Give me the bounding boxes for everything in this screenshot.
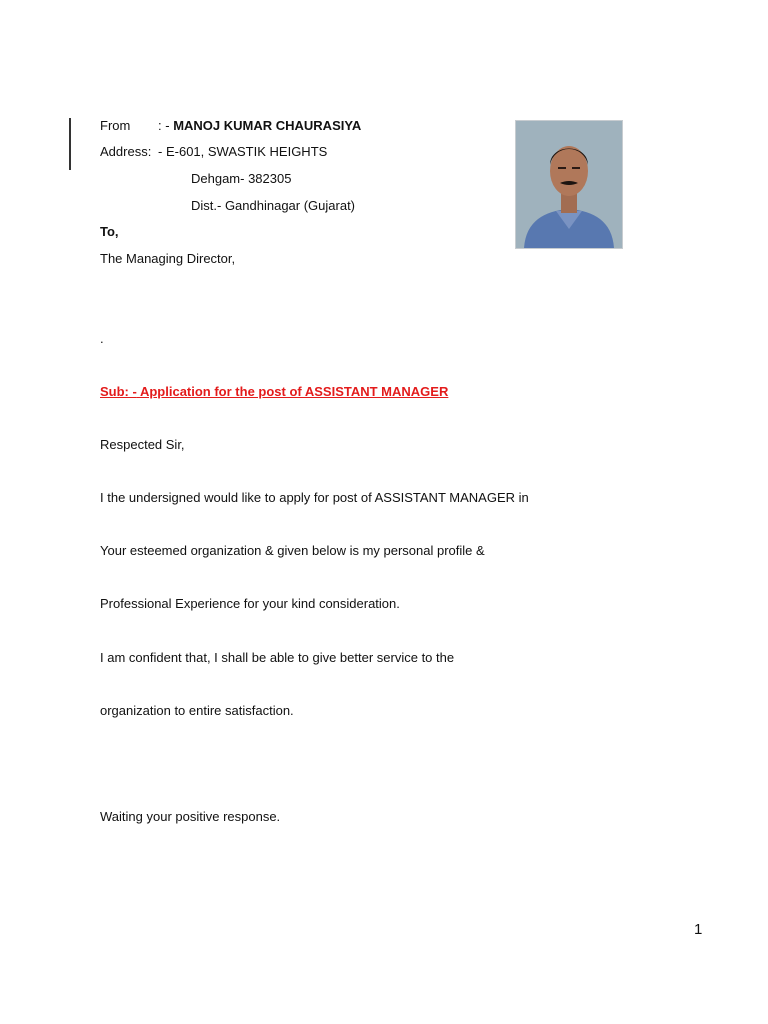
- margin-change-bar: [69, 118, 71, 170]
- address-line-3: Dist.- Gandhinagar (Gujarat): [191, 198, 356, 213]
- applicant-photo-icon: [516, 121, 622, 248]
- from-line: [100, 118, 361, 134]
- to-label: To,: [100, 224, 119, 239]
- salutation: Respected Sir,: [100, 437, 185, 452]
- page-number: 1: [694, 921, 703, 938]
- closing-line: Waiting your positive response.: [100, 809, 281, 824]
- body-line: I am confident that, I shall be able to give better service to the: [100, 650, 455, 665]
- address-separator: -: [158, 144, 163, 159]
- body-line: organization to entire satisfaction.: [100, 703, 294, 718]
- body-line: Professional Experience for your kind consideration.: [100, 596, 400, 611]
- body-line: Your esteemed organization & given below is my personal profile &: [100, 543, 485, 558]
- applicant-photo: [515, 120, 623, 249]
- subject-text: Application for the post of ASSISTANT MANAGER: [139, 384, 449, 399]
- address-label: Address:: [100, 144, 152, 159]
- from-label: From: [100, 118, 131, 133]
- address-line-1: [100, 144, 327, 160]
- recipient-title: The Managing Director,: [100, 251, 236, 266]
- placeholder-dot: .: [100, 331, 104, 346]
- sender-name: MANOJ KUMAR CHAURASIYA: [173, 118, 362, 133]
- from-separator: : -: [158, 118, 170, 133]
- subject-line: [100, 384, 466, 400]
- subject-prefix: Sub: -: [100, 384, 137, 399]
- address-line-2: Dehgam- 382305: [191, 171, 292, 186]
- body-line: I the undersigned would like to apply for post of ASSISTANT MANAGER in: [100, 490, 529, 505]
- address-street: E-601, SWASTIK HEIGHTS: [165, 144, 328, 159]
